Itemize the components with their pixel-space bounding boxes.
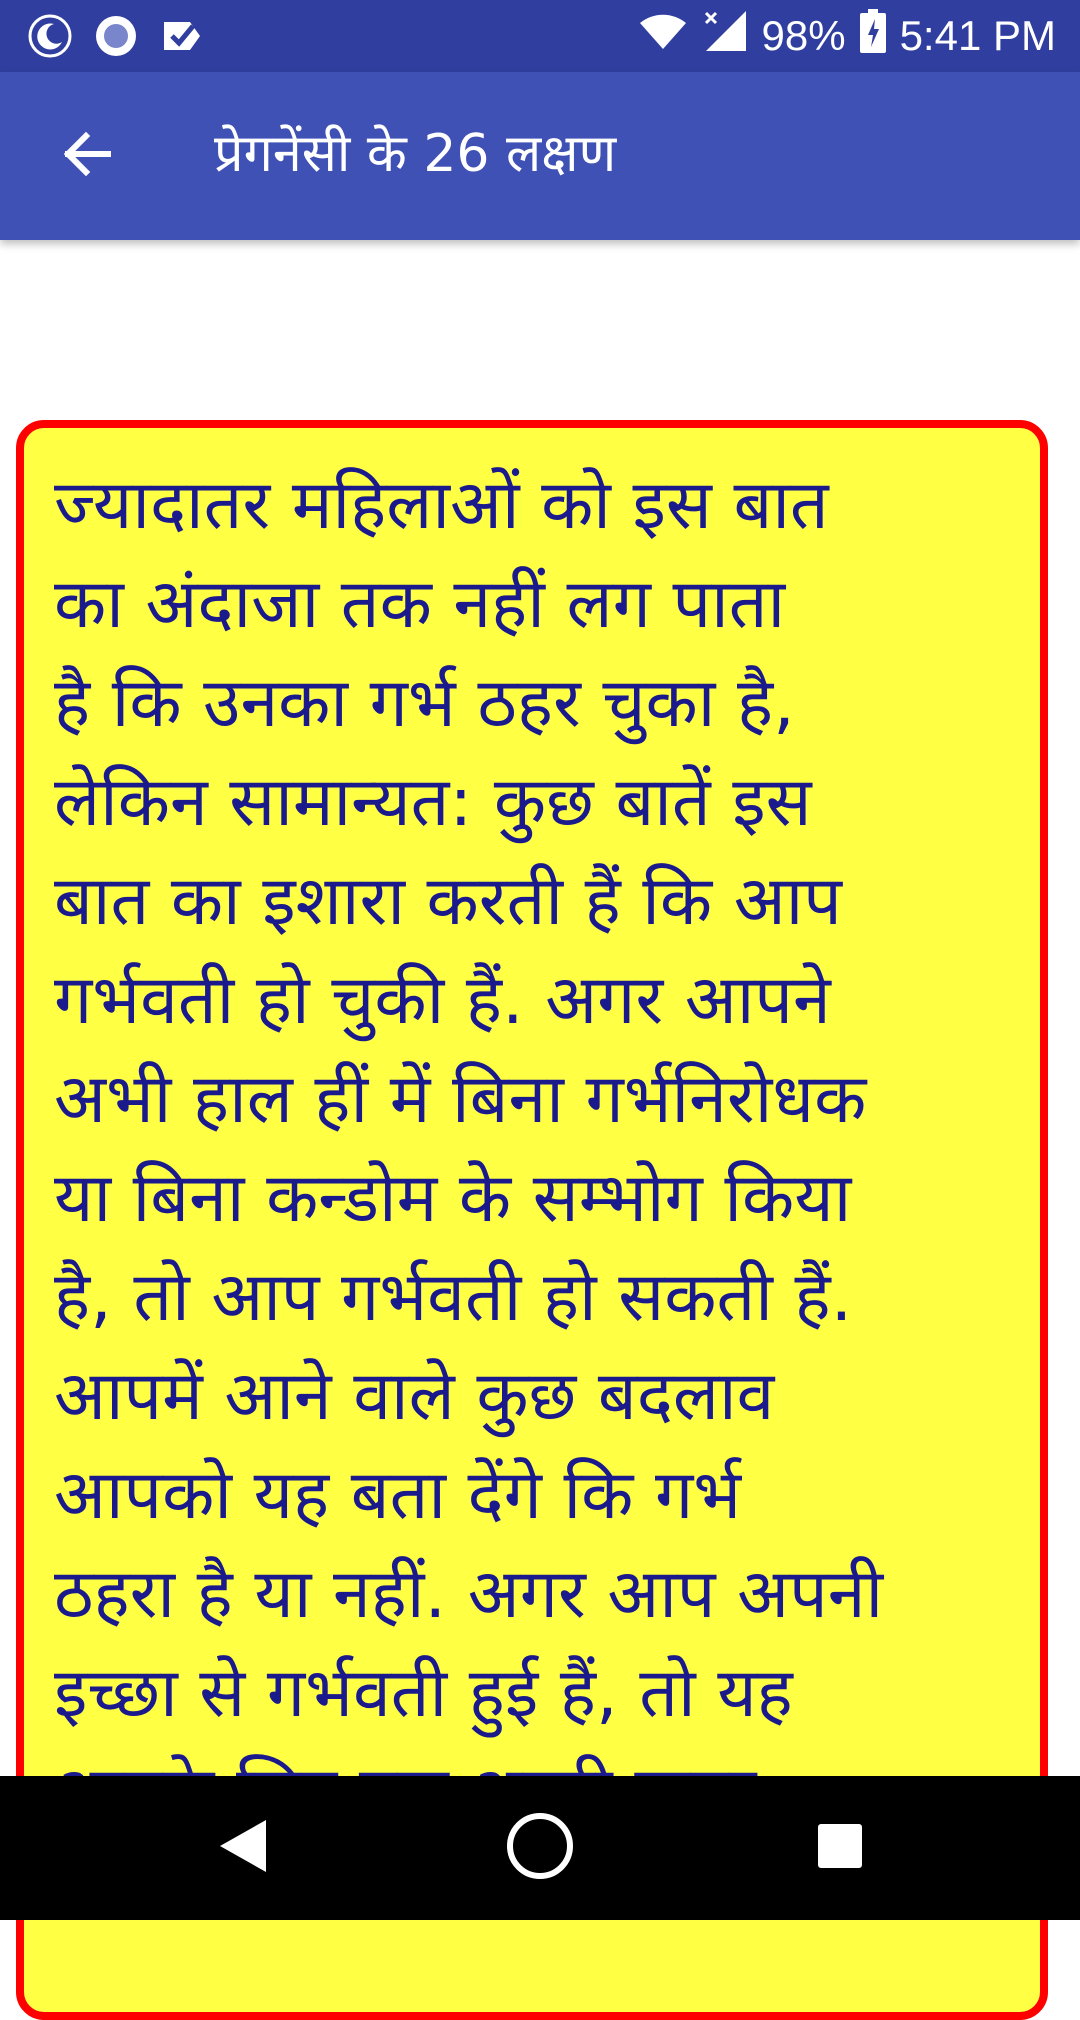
nav-home-button[interactable] <box>492 1808 588 1888</box>
article-line: है कि उनका गर्भ ठहर चुका है, <box>54 664 795 743</box>
article-line: इच्छा से गर्भवती हुई हैं, तो यह <box>54 1654 793 1733</box>
article-line: है, तो आप गर्भवती हो सकती हैं. <box>54 1258 853 1337</box>
signal-icon <box>702 9 748 63</box>
article-line: बात का इशारा करती हैं कि आप <box>54 862 842 941</box>
article-line: ज्यादातर महिलाओं को इस बात <box>54 466 829 545</box>
status-bar <box>0 0 1080 72</box>
status-icons-right <box>638 0 1056 72</box>
nav-back-button[interactable] <box>194 1808 290 1888</box>
recents-square-icon <box>815 1821 865 1875</box>
battery-percent: 98% <box>761 12 846 59</box>
article-line: गर्भवती हो चुकी हैं. अगर आपने <box>54 961 831 1040</box>
nav-recents-button[interactable] <box>792 1808 888 1888</box>
wifi-icon <box>638 11 688 61</box>
article-line: आपमें आने वाले कुछ बदलाव <box>54 1357 775 1436</box>
home-circle-icon <box>505 1811 575 1885</box>
status-icons-left <box>28 14 204 58</box>
back-button[interactable] <box>46 116 126 196</box>
page-title: प्रेगनेंसी के 26 लक्षण <box>214 124 617 184</box>
back-triangle-icon <box>214 1816 270 1880</box>
clock: 5:41 PM <box>899 12 1056 59</box>
circle-icon <box>94 14 138 58</box>
article-line: या बिना कन्डोम के सम्भोग किया <box>54 1159 852 1238</box>
article-text <box>54 456 1048 1842</box>
arrow-left-icon <box>60 128 112 184</box>
article-line: लेकिन सामान्यत: कुछ बातें इस <box>54 763 812 842</box>
app-bar <box>0 72 1080 240</box>
checkbox-icon <box>160 14 204 58</box>
battery-icon <box>860 9 886 63</box>
article-line: आपको यह बता देंगे कि गर्भ <box>54 1456 742 1535</box>
article-line: अभी हाल हीं में बिना गर्भनिरोधक <box>54 1060 867 1139</box>
article-line: ठहरा है या नहीं. अगर आप अपनी <box>54 1555 884 1634</box>
navigation-bar <box>0 1776 1080 1920</box>
article-line: का अंदाजा तक नहीं लग पाता <box>54 565 786 644</box>
moon-icon <box>28 14 72 58</box>
